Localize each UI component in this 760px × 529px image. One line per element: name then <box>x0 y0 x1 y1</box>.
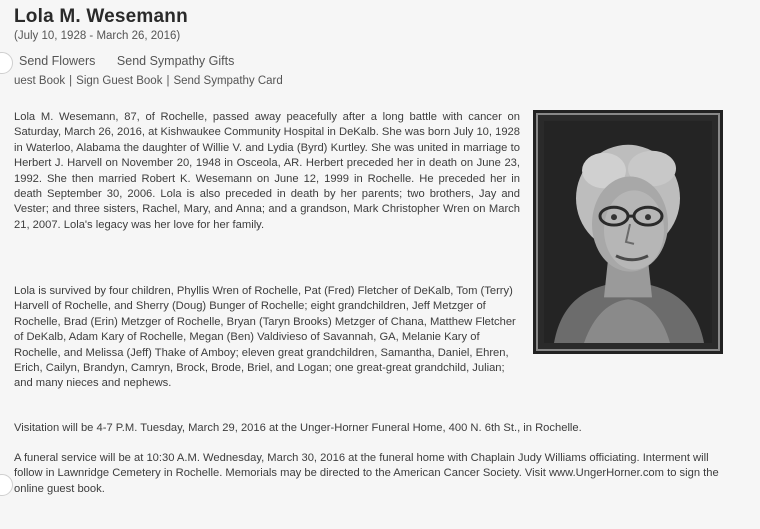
link-separator: | <box>69 75 73 87</box>
survivors-paragraph: Lola is survived by four children, Phyllis Wren of Rochelle, Pat (Fred) Fletcher of DeKalb, Tom (Terry) Harvell of Rochelle, and Sherry (Doug) Bunger of Rochelle; eight grandchildren, Jeff Metzger of Rochelle, Brad (Erin) Metzger of Rochelle, Bryan (Taryn Brooks) Metzger of Chana, Matthew Fletcher of DeKalb, Adam Kary of Rochelle, Megan (Ben) Valdivieso of Savannah, GA, Melanie Kary of Rochelle, and Melissa (Jeff) Thake of Amboy; eleven great grandchildren, Samantha, Daniel, Ehren, Erich, Cailyn, Brandyn, Camryn, Brock, Brode, Briel, and Logan; one great-great grandchild, Julian; and many nieces and nephews. <box>14 285 516 390</box>
send-sympathy-card-link[interactable]: Send Sympathy Card <box>173 75 283 87</box>
funeral-service-paragraph: A funeral service will be at 10:30 A.M. Wednesday, March 30, 2016 at the funeral home with Chaplain Judy Williams officiating. Interment will follow in Lawnridge Cemetery in Rochelle. Memorials may be directed to the American Cancer Society. Visit www.UngerHorner.com to sign the online guest book. <box>14 452 719 495</box>
visitation-paragraph: Visitation will be 4-7 P.M. Tuesday, March 29, 2016 at the Unger-Horner Funeral Home, 400 N. 6th St., in Rochelle. <box>14 422 582 434</box>
portrait-image <box>544 121 712 343</box>
send-flowers-link[interactable]: Send Flowers <box>19 54 96 68</box>
page-title: Lola M. Wesemann <box>14 6 188 27</box>
send-sympathy-gifts-link[interactable]: Send Sympathy Gifts <box>116 54 235 68</box>
guest-book-link[interactable]: uest Book <box>14 75 66 87</box>
primary-links <box>19 54 234 68</box>
obituary-paragraph: Lola M. Wesemann, 87, of Rochelle, passed away peacefully after a long battle with cancer on Saturday, March 26, 2016, at Kishwaukee Community Hospital in DeKalb. She was born July 10, 1928 in Waterloo, Alabama the daughter of Willie V. and Lydia (Byrd) Kurtley. She was united in marriage to Herbert J. Harvell on November 20, 1948 in Osceola, AR. Herbert preceded her in death on June 23, 1992. She then married Robert K. Wesemann on June 12, 1999 in Rochelle. He preceded her in death September 30, 2006. Lola is also preceded in death by her parents; two brothers, Jay and Vester; and three sisters, Rachel, Mary, and Anna; and a grandson, Mark Christopher Wren on March 21, 2007. Lola's legacy was her love for her family. <box>14 111 520 231</box>
portrait-photo-frame <box>533 110 723 354</box>
secondary-links <box>14 75 283 87</box>
life-dates: (July 10, 1928 - March 26, 2016) <box>14 30 181 42</box>
portrait-photo <box>544 121 712 343</box>
sign-guest-book-link[interactable]: Sign Guest Book <box>76 75 163 87</box>
binder-hole <box>0 52 13 74</box>
binder-hole <box>0 474 13 496</box>
link-separator: | <box>166 75 170 87</box>
